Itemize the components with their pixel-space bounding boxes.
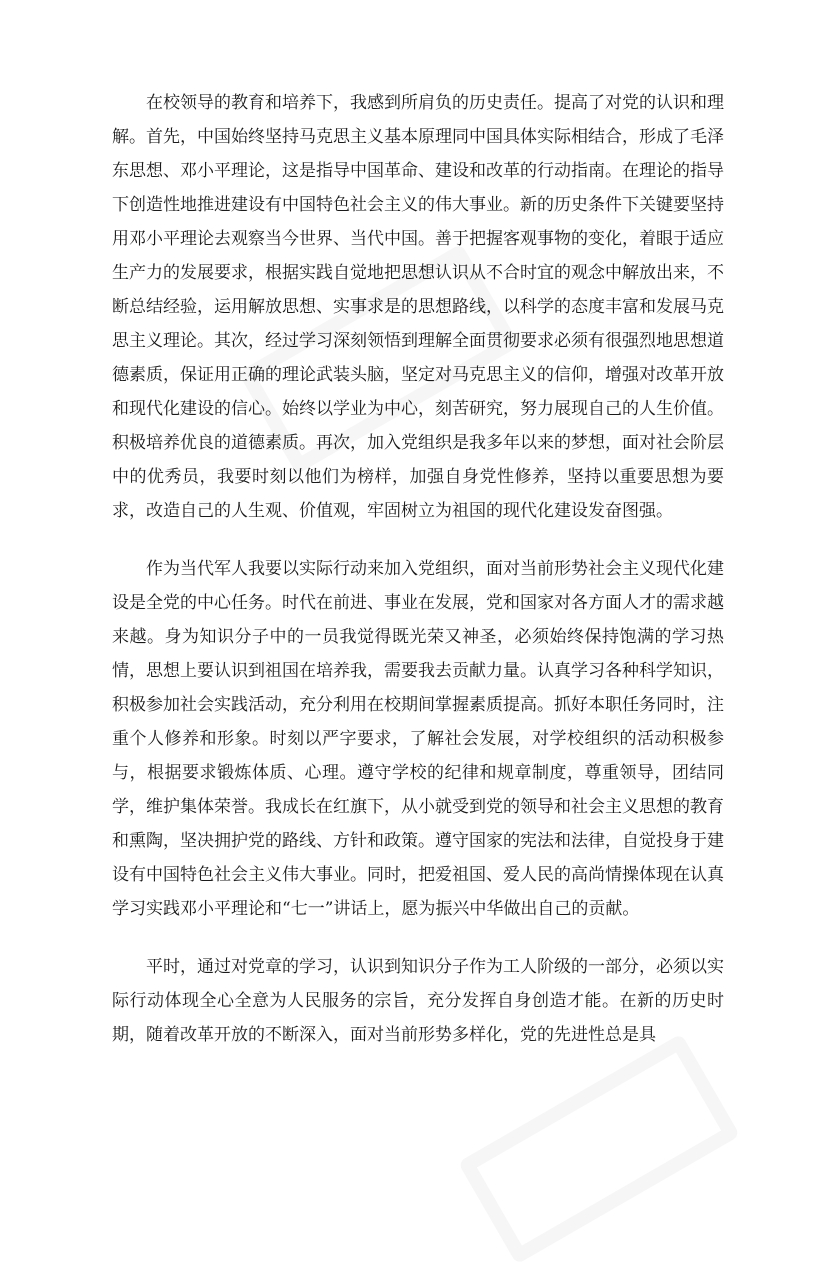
paragraph: 在校领导的教育和培养下，我感到所肩负的历史责任。提高了对党的认识和理解。首先，中国始终坚持马克思主义基本原理同中国具体实际相结合，形成了毛泽东思想、邓小平理论，这是指导中国革命、建设和改革的行动指南。在理论的指导下创造性地推进建设有中国特色社会主义的伟大事业。新的历史条件下关键要坚持用邓小平理论去观察当今世界、当代中国。善于把握客观事物的变化，着眼于适应生产力的发展要求，根据实践自觉地把思想认识从不合时宜的观念中解放出来，不断总结经验，运用解放思想、实事求是的思想路线，以科学的态度丰富和发展马克思主义理论。其次，经过学习深刻领悟到理解全面贯彻要求必须有很强烈地思想道德素质，保证用正确的理论武装头脑，坚定对马克思主义的信仰，增强对改革开放和现代化建设的信心。始终以学业为中心，刻苦研究，努力展现自己的人生价值。积极培养优良的道德素质。再次，加入党组织是我多年以来的梦想，面对社会阶层中的优秀员，我要时刻以他们为榜样，加强自身党性修养，坚持以重要思想为要求，改造自己的人生观、价值观，牢固树立为祖国的现代化建设发奋图强。 bbox=[112, 93, 724, 521]
document-body bbox=[112, 86, 724, 1052]
watermark-mark bbox=[458, 1033, 740, 1264]
paragraph: 作为当代军人我要以实际行动来加入党组织，面对当前形势社会主义现代化建设是全党的中心任务。时代在前进、事业在发展，党和国家对各方面人才的需求越来越。身为知识分子中的一员我觉得既光荣又神圣，必须始终保持饱满的学习热情，思想上要认识到祖国在培养我，需要我去贡献力量。认真学习各种科学知识，积极参加社会实践活动，充分利用在校期间掌握素质提高。抓好本职任务同时，注重个人修养和形象。时刻以严字要求，了解社会发展，对学校组织的活动积极参与，根据要求锻炼体质、心理。遵守学校的纪律和规章制度，尊重领导，团结同学，维护集体荣誉。我成长在红旗下，从小就受到党的领导和社会主义思想的教育和熏陶，坚决拥护党的路线、方针和政策。遵守国家的宪法和法律，自觉投身于建设有中国特色社会主义伟大事业。同时，把爱祖国、爱人民的高尚情操体现在认真学习实践邓小平理论和“七一”讲话上，愿为振兴中华做出自己的贡献。 bbox=[112, 559, 724, 919]
paragraph: 平时，通过对党章的学习，认识到知识分子作为工人阶级的一部分，必须以实际行动体现全心全意为人民服务的宗旨，充分发挥自身创造才能。在新的历史时期，随着改革开放的不断深入，面对当前形势多样化，党的先进性总是具 bbox=[112, 957, 724, 1045]
